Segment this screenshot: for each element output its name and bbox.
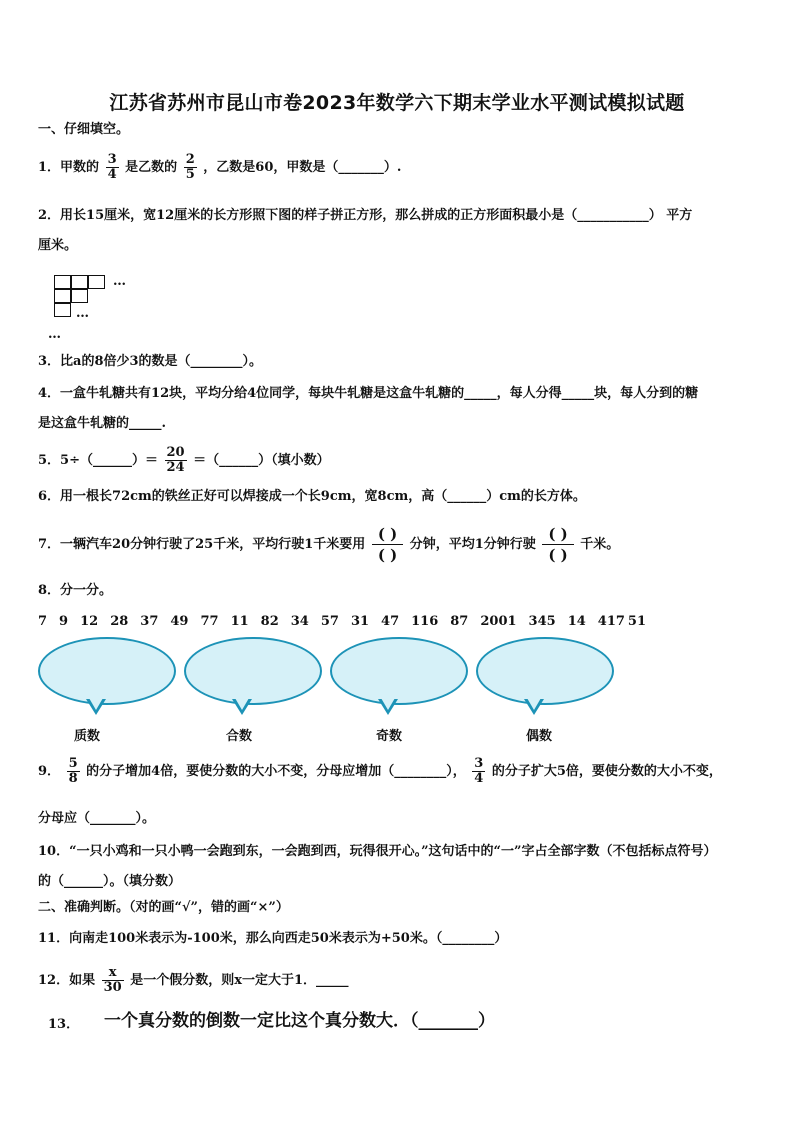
label-prime: 质数: [74, 729, 101, 744]
question-11: 11．向南走100米表示为-100米，那么向西走50米表示为+50米。（________）: [38, 931, 508, 946]
fraction-2-5: $\frac{2}{5}$: [185, 152, 195, 182]
tile: [54, 289, 71, 303]
q9-text-c: 的分子扩大5倍，要使分数的大小不变，: [491, 764, 722, 779]
tile: [54, 275, 71, 289]
question-10-line2: 的（______）。（填分数）: [38, 874, 182, 889]
fraction-20-24: $\frac{20}{24}$: [166, 445, 185, 475]
number-item: 37: [140, 614, 159, 629]
number-item: 49: [170, 614, 189, 629]
category-bubble-even: [476, 637, 614, 705]
number-item: 47: [381, 614, 400, 629]
q5-text-b: ＝（______）（填小数）: [193, 453, 330, 468]
question-13-number: 13．: [48, 1017, 80, 1032]
fraction-x-30: $\frac{x}{30}$: [103, 965, 122, 995]
number-item: 9: [59, 614, 69, 629]
label-even: 偶数: [526, 729, 553, 744]
bubble-tail-fill: [381, 698, 395, 710]
number-item: 116: [411, 614, 439, 629]
label-composite: 合数: [226, 729, 253, 744]
question-5: [38, 446, 330, 475]
number-item: 77: [200, 614, 219, 629]
tile: [88, 275, 105, 289]
question-9-line2: 分母应（_______）。: [38, 811, 156, 826]
q7-text-c: 千米。: [580, 537, 620, 552]
number-item: 57: [320, 614, 339, 629]
q5-text-a: 5．5÷（______）＝: [38, 453, 158, 468]
q9-text-b: 的分子增加4倍，要使分数的大小不变，分母应增加（________），: [86, 764, 466, 779]
question-12: [38, 966, 349, 995]
number-item: 31: [350, 614, 370, 629]
category-bubble-odd: [330, 637, 468, 705]
q7-text-a: 7．一辆汽车20分钟行驶了25千米，平均行驶1千米要用: [38, 537, 366, 552]
number-item: 82: [260, 614, 279, 629]
question-8: 8．分一分。: [38, 583, 113, 598]
fraction-5-8: $\frac{5}{8}$: [68, 756, 78, 786]
bubble-tail-fill: [89, 698, 103, 710]
number-item: 34: [290, 614, 309, 629]
number-item: 87: [450, 614, 469, 629]
q1-text-c: ，乙数是60，甲数是（_______）.: [203, 160, 402, 175]
section-2-heading: 二、准确判断。（对的画“√”，错的画“×”）: [38, 900, 289, 915]
number-item: 345: [528, 614, 556, 629]
number-item: 28: [110, 614, 129, 629]
bubble-tail-fill: [527, 698, 541, 710]
q1-text-a: 1．甲数的: [38, 160, 100, 175]
number-list: [38, 614, 658, 629]
q9-text-a: 9．: [38, 764, 61, 779]
page-title: 江苏省苏州市昆山市卷2023年数学六下期末学业水平测试模拟试题: [109, 92, 685, 114]
q1-text-b: 是乙数的: [125, 160, 178, 175]
section-1-heading: 一、仔细填空。: [38, 122, 130, 137]
ellipsis: …: [113, 274, 126, 289]
blank-fraction: $\frac{( )}{( )}$: [372, 524, 403, 565]
question-7: [38, 524, 619, 565]
fraction-3-4: $\frac{3}{4}$: [107, 152, 117, 182]
bubble-tail-fill: [235, 698, 249, 710]
tile: [71, 275, 88, 289]
category-bubble-prime: [38, 637, 176, 705]
question-3: 3．比a的8倍少3的数是（________）。: [38, 354, 263, 369]
category-bubble-composite: [184, 637, 322, 705]
q12-text-b: 是一个假分数，则x一定大于1．_____: [130, 973, 349, 988]
q7-text-b: 分钟，平均1分钟行驶: [409, 537, 536, 552]
question-2-line1: 2．用长15厘米，宽12厘米的长方形照下图的样子拼正方形，那么拼成的正方形面积最小是（___________） 平方: [38, 208, 693, 223]
number-item: 7: [38, 614, 48, 629]
question-2-line2: 厘米。: [38, 238, 78, 253]
question-9-line1: [38, 757, 722, 786]
number-item: 2001: [480, 614, 517, 629]
question-6: 6．用一根长72cm的铁丝正好可以焊接成一个长9cm，宽8cm，高（______）cm的长方体。: [38, 489, 586, 504]
number-item: 417: [597, 614, 625, 629]
number-item: 14: [567, 614, 586, 629]
fraction-3-4: $\frac{3}{4}$: [474, 756, 484, 786]
q12-text-a: 12．如果: [38, 973, 96, 988]
question-10-line1: 10．“一只小鸡和一只小鸭一会跑到东，一会跑到西，玩得很开心。”这句话中的“一”字占全部字数（不包括标点符号）: [38, 844, 717, 859]
question-1: [38, 153, 401, 182]
tile: [71, 289, 88, 303]
question-13-text: 一个真分数的倒数一定比这个真分数大．（_______）: [104, 1011, 495, 1031]
number-item: 11: [230, 614, 249, 629]
question-4-line1: 4．一盒牛轧糖共有12块，平均分给4位同学，每块牛轧糖是这盒牛轧糖的_____，每人分得_____块，每人分到的糖: [38, 386, 699, 401]
blank-fraction: $\frac{( )}{( )}$: [542, 524, 573, 565]
label-odd: 奇数: [376, 729, 403, 744]
tile: [54, 303, 71, 317]
question-4-line2: 是这盒牛轧糖的_____.: [38, 416, 167, 431]
number-item: 12: [80, 614, 99, 629]
ellipsis: …: [48, 327, 61, 342]
ellipsis: …: [76, 306, 89, 321]
number-item: 51: [627, 614, 647, 629]
